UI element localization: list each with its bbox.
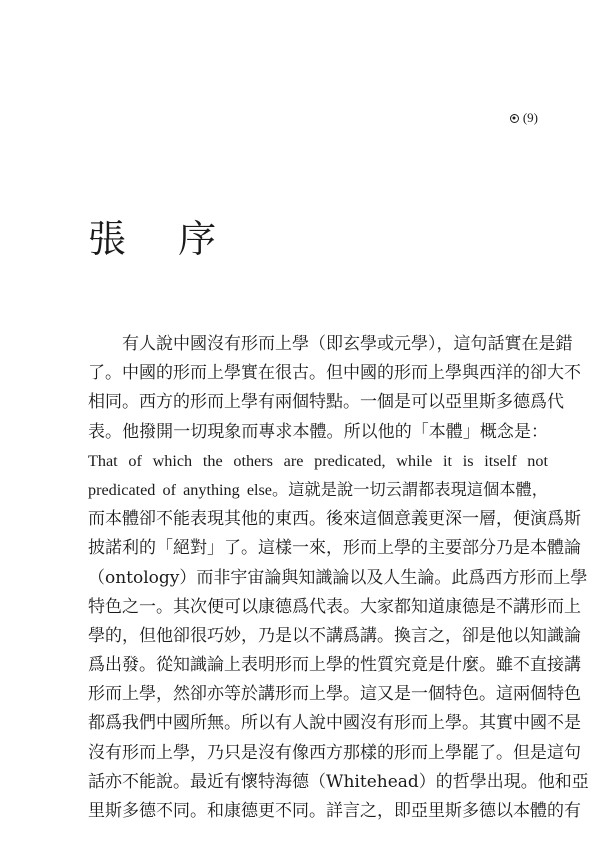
text-line: 而本體卻不能表現其他的東西。後來這個意義更深一層，便演爲斯	[88, 509, 581, 530]
page-title: 張 序	[88, 217, 237, 261]
text-line: 沒有形而上學，乃只是沒有像西方那樣的形而上學罷了。但是這句	[88, 742, 581, 763]
text-line: 特色之一。其次便可以康德爲代表。大家都知道康德是不講形而上	[88, 596, 581, 617]
text-line: 里斯多德不同。和康德更不同。詳言之，即亞里斯多德以本體的有	[88, 801, 581, 821]
text-line: 了。中國的形而上學實在很古。但中國的形而上學與西洋的卻大不	[88, 363, 581, 384]
text-line: 學的，但他卻很巧妙，乃是以不講爲講。換言之，卻是他以知識論	[88, 625, 581, 646]
text-line: 都爲我們中國所無。所以有人說中國沒有形而上學。其實中國不是	[88, 713, 581, 734]
text-line: 爲出發。從知識論上表明形而上學的性質究竟是什麼。雖不直接講	[88, 655, 581, 676]
page-number	[510, 110, 538, 126]
text-line: 相同。西方的形而上學有兩個特點。一個是可以亞里斯多德爲代	[88, 392, 564, 413]
text-line: （ontology）而非宇宙論與知識論以及人生論。此爲西方形而上學	[88, 567, 588, 588]
text-line: 形而上學，然卻亦等於講形而上學。這又是一個特色。這兩個特色	[88, 684, 581, 705]
body-paragraph	[88, 330, 589, 826]
text-line: predicated of anything else。這就是說一切云謂都表現這個本體，	[88, 480, 548, 499]
text-line: 披諾利的「絕對」了。這樣一來，形而上學的主要部分乃是本體論	[88, 538, 581, 559]
text-line: 有人說中國沒有形而上學（即玄學或元學），這句話實在是錯	[122, 334, 573, 354]
circle-dot-icon	[510, 114, 519, 123]
text-line: 表。他撥開一切現象而專求本體。所以他的「本體」概念是：	[88, 421, 548, 442]
text-line: 話亦不能說。最近有懷特海德（Whitehead）的哲學出現。他和亞	[88, 771, 589, 792]
page-number-text: (9)	[522, 110, 538, 125]
text-line: That of which the others are predicated, while it is itself not	[88, 451, 548, 470]
